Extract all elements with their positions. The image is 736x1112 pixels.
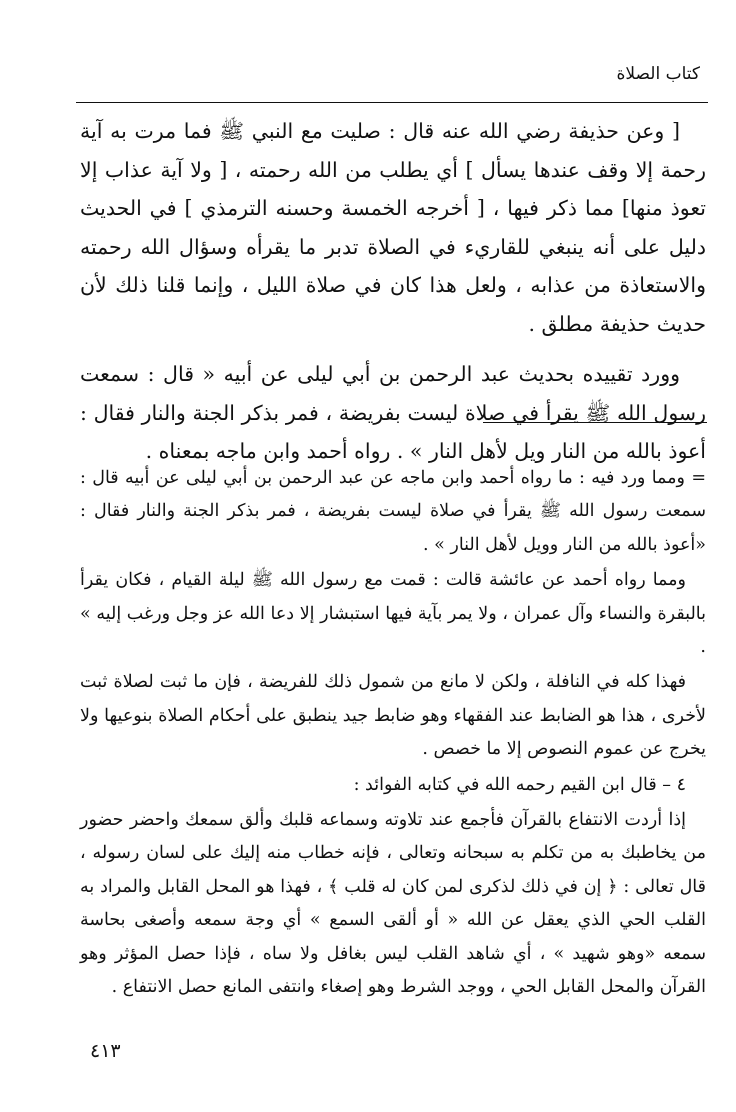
main-paragraph: وورد تقييده بحديث عبد الرحمن بن أبي ليلى عن أبيه « قال : سمعت رسول الله ﷺ يقرأ في صلاة ليست بفريضة ، فمر بذكر الجنة والنار فقال : أعوذ بالله من النار ويل لأهل النار » . رواه أحمد وابن ماجه بمعناه . bbox=[80, 362, 706, 463]
header-rule bbox=[76, 102, 708, 103]
page-number: ٤١٣ bbox=[90, 1040, 121, 1062]
footnote-paragraph: = ومما ورد فيه : ما رواه أحمد وابن ماجه عن عبد الرحمن بن أبي ليلى عن أبيه قال : سمعت رسول الله ﷺ يقرأ في صلاة ليست بفريضة ، فمر بذكر الجنة والنار فقال : «أعوذ بالله من النار وويل لأهل النار » . bbox=[80, 468, 706, 555]
footnote-paragraph: إذا أردت الانتفاع بالقرآن فأجمع عند تلاوته وسماعه قلبك وألق سمعك واحضر حضور من يخاطبك به من تكلم به سبحانه وتعالى ، فإنه خطاب منه إليك على لسان رسوله ، قال تعالى : ﴿ إن في ذلك لذكرى لمن كان له قلب ﴾ ، فهذا هو المحل القابل والمراد به القلب الحي الذي يعقل عن الله « أو ألقى السمع » أي وجة سمعه وأصغى بحاسة سمعه «وهو شهيد » ، أي شاهد القلب ليس بغافل ولا ساه ، فإذا حصل المؤثر وهو القرآن والمحل القابل الحي ، ووجد الشرط وهو إصغاء وانتفى المانع حصل الانتفاع . bbox=[80, 810, 706, 998]
main-text bbox=[80, 112, 706, 471]
main-paragraph: [ وعن حذيفة رضي الله عنه قال : صليت مع النبي ﷺ فما مرت به آية رحمة إلا وقف عندها يسأل ] أي يطلب من الله رحمته ، [ ولا آية عذاب إلا تعوذ منها] مما ذكر فيها ، [ أخرجه الخمسة وحسنه الترمذي ] في الحديث دليل على أنه ينبغي للقاريء في الصلاة تدبر ما يقرأه وسؤال الله رحمته والاستعاذة من عذابه ، ولعل هذا كان في صلاة الليل ، وإنما قلنا ذلك لأن حديث حذيفة مطلق . bbox=[80, 119, 706, 336]
footnote-paragraph: فهذا كله في النافلة ، ولكن لا مانع من شمول ذلك للفريضة ، فإن ما ثبت لصلاة ثبت لأخرى ، هذا هو الضابط عند الفقهاء وهو ضابط جيد ينطبق على أحكام الصلاة بنوعيها ولا يخرج عن عموم النصوص إلا ما خصص . bbox=[80, 672, 706, 760]
footnote-text bbox=[80, 462, 706, 1005]
footnote-paragraph: ٤ – قال ابن القيم رحمه الله في كتابه الفوائد : bbox=[353, 774, 686, 795]
footnote-paragraph: ومما رواه أحمد عن عائشة قالت : قمت مع رسول الله ﷺ ليلة القيام ، فكان يقرأ بالبقرة والنساء وآل عمران ، ولا يمر بآية فيها استبشار إلا دعا الله عز وجل ورغب إليه » . bbox=[80, 570, 706, 658]
running-header-title: كتاب الصلاة bbox=[616, 64, 700, 84]
footnote-separator bbox=[483, 422, 707, 423]
